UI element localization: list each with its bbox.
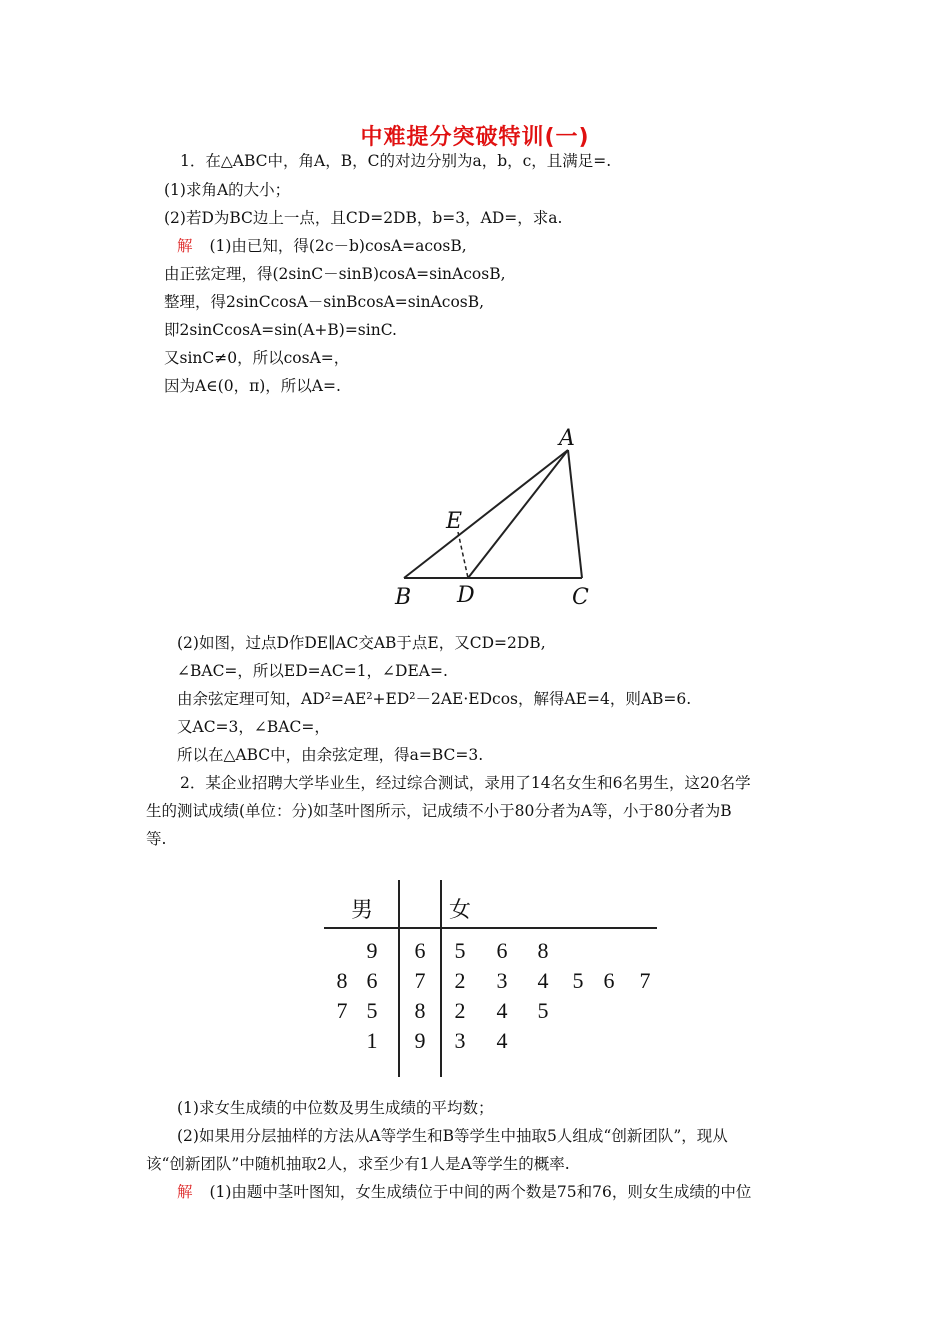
female-leaf: 6 <box>603 968 615 993</box>
female-leaf: 3 <box>454 1028 466 1053</box>
q1-solution-line: 即2sinCcosA=sin(A+B)=sinC. <box>164 321 397 339</box>
female-leaf: 4 <box>496 1028 508 1053</box>
label-d: D <box>457 583 475 608</box>
female-leaf: 7 <box>639 968 651 993</box>
header-male: 男 <box>350 897 374 922</box>
q2-stem-line: 生的测试成绩(单位：分)如茎叶图所示，记成绩不小于80分者为A等，小于80分者为B <box>146 802 732 820</box>
q1-solution-first <box>177 235 467 257</box>
triangle-figure <box>375 405 608 635</box>
side-ac <box>568 450 582 578</box>
q1-solution-line: 由正弦定理，得(2sinC－sinB)cosA=sinAcosB, <box>164 265 506 283</box>
triangle-diagram <box>375 405 608 635</box>
q1-solution-line: (2)如图，过点D作DE∥AC交AB于点E，又CD=2DB, <box>177 634 546 652</box>
female-leaf: 4 <box>496 998 508 1023</box>
male-leaf: 6 <box>366 968 378 993</box>
label-e: E <box>446 509 463 534</box>
q2-stem-line: 等. <box>146 830 167 848</box>
female-leaf: 2 <box>454 968 466 993</box>
q2-part2-line: 该“创新团队”中随机抽取2人，求至少有1人是A等学生的概率. <box>146 1155 570 1173</box>
header-female: 女 <box>448 897 472 922</box>
male-leaf: 9 <box>366 938 378 963</box>
stem-leaf-plot <box>302 855 682 1091</box>
stem-value: 7 <box>414 968 426 993</box>
q2-part2-line: (2)如果用分层抽样的方法从A等学生和B等学生中抽取5人组成“创新团队”，现从 <box>177 1127 728 1145</box>
side-ab <box>404 450 568 578</box>
q1-solution-line: 又sinC≠0，所以cosA=， <box>164 349 350 367</box>
female-leaf: 3 <box>496 968 508 993</box>
q2-stem-line: 2．某企业招聘大学毕业生，经过综合测试，录用了14名女生和6名男生，这20名学 <box>180 774 751 792</box>
q1-solution-text: (1)由已知，得(2c－b)cosA=acosB, <box>209 237 467 255</box>
female-leaf: 2 <box>454 998 466 1023</box>
segment-ad <box>468 450 568 578</box>
male-leaf: 7 <box>336 998 348 1023</box>
stem-value: 9 <box>414 1028 426 1053</box>
q1-part2: (2)若D为BC边上一点，且CD=2DB，b=3，AD=，求a. <box>164 209 563 227</box>
q1-solution-line: 由余弦定理可知，AD²=AE²+ED²－2AE·EDcos，解得AE=4，则AB=6. <box>177 690 692 708</box>
stem-value: 8 <box>414 998 426 1023</box>
q1-solution-line: 因为A∈(0，π)，所以A=. <box>164 377 341 395</box>
solve-label: 解 <box>177 1183 193 1201</box>
q1-stem: 1．在△ABC中，角A，B，C的对边分别为a，b，c，且满足=. <box>180 152 612 170</box>
q1-solution-line: ∠BAC=，所以ED=AC=1，∠DEA=. <box>177 662 448 680</box>
male-leaf: 5 <box>366 998 378 1023</box>
q2-part1: (1)求女生成绩的中位数及男生成绩的平均数； <box>177 1099 494 1117</box>
q1-part1: (1)求角A的大小； <box>164 181 291 199</box>
female-leaf: 5 <box>537 998 549 1023</box>
female-leaf: 8 <box>537 938 549 963</box>
female-leaf: 5 <box>454 938 466 963</box>
q1-solution-line: 又AC=3，∠BAC=， <box>177 718 330 736</box>
female-leaf: 4 <box>537 968 549 993</box>
label-b: B <box>395 585 412 610</box>
label-a: A <box>559 426 575 451</box>
q2-solution <box>177 1181 751 1203</box>
female-leaf: 5 <box>572 968 584 993</box>
stem-value: 6 <box>414 938 426 963</box>
stem-leaf-svg <box>302 855 682 1091</box>
male-leaf: 1 <box>366 1028 378 1053</box>
q1-solution-line: 所以在△ABC中，由余弦定理，得a=BC=3. <box>177 746 484 764</box>
q2-solution-text: (1)由题中茎叶图知，女生成绩位于中间的两个数是75和76，则女生成绩的中位 <box>209 1183 752 1201</box>
label-c: C <box>572 585 589 610</box>
page-title: 中难提分突破特训(一) <box>360 125 590 150</box>
solve-label: 解 <box>177 237 193 255</box>
segment-de-dashed <box>458 532 468 578</box>
female-leaf: 6 <box>496 938 508 963</box>
male-leaf: 8 <box>336 968 348 993</box>
q1-solution-line: 整理，得2sinCcosA－sinBcosA=sinAcosB, <box>164 293 485 311</box>
